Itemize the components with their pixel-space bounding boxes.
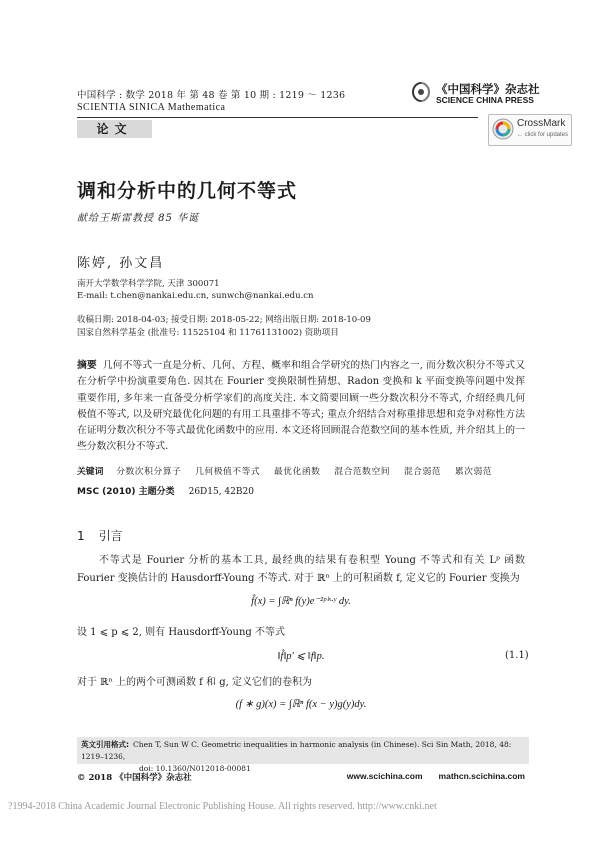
citation-line-2: doi: 10.1360/N012018-00081 xyxy=(139,764,251,773)
received-dates: 收稿日期: 2018-04-03; 接受日期: 2018-05-22; 网络出版日期: 2018-10-09 xyxy=(77,315,371,325)
publisher-name-en: SCIENCE CHINA PRESS xyxy=(436,95,534,105)
email: E-mail: t.chen@nankai.edu.cn, sunwch@nankai.edu.cn xyxy=(77,291,314,301)
dedication: 献给王斯雷教授 85 华诞 xyxy=(77,213,200,224)
footer-url-link[interactable]: www.scichina.com xyxy=(346,771,423,781)
citation-line-1: Chen T, Sun W C. Geometric inequalities in harmonic analysis (in Chinese). Sci Sin Math, 2018, 48: 1219–1236, xyxy=(81,740,512,761)
header-rule xyxy=(77,117,478,118)
equation-number: (1.1) xyxy=(505,650,529,661)
crossmark-badge[interactable] xyxy=(488,114,572,146)
crossmark-subtitle: ← click for updates xyxy=(517,132,569,138)
abstract xyxy=(77,358,525,456)
journal-issue-line: 中国科学 : 数学 2018 年 第 48 卷 第 10 期 : 1219 ～ 1236 xyxy=(77,90,346,101)
crossmark-title: CrossMark xyxy=(517,118,566,129)
section-number: 1 xyxy=(77,529,85,543)
abstract-label: 摘要 xyxy=(77,360,97,371)
citation-label: 英文引用格式: xyxy=(81,740,129,749)
equation-fourier-transform: f̂(x) = ∫ℝⁿ f(y)e⁻²ᵖⁱˣ·ʸ dy. xyxy=(251,596,351,607)
footer-url-link[interactable]: mathcn.scichina.com xyxy=(438,771,525,781)
section-title: 引言 xyxy=(98,529,123,543)
equation-convolution: (f ∗ g)(x) = ∫ℝⁿ f(x − y)g(y)dy. xyxy=(235,699,367,710)
keyword-item: 混合范数空间 xyxy=(334,467,391,477)
crossmark-icon xyxy=(492,118,514,140)
keyword-item: 混合弱范 xyxy=(403,467,442,477)
keyword-item: 最优化函数 xyxy=(273,467,321,477)
abstract-text: 几何不等式一直是分析、几何、方程、概率和组合学研究的热门内容之一, 而分数次积分不等式又在分析学中扮演重要角色. 因其在 Fourier 变换限制性猜想、Radon 变换和 k 平面变换等问题中发挥重要作用, 多年来一直备受分析学家们的高度关注. 本文简要回顾一些分数次积分不等式, 介绍经典几何极值不等式, 以及研究最优化问题的有用工具重排不等式; 重点介绍结合对称重排思想和竞争对称性方法在证明分数次积分不等式最优化函数中的应用. 本文还将回顾混合范数空间的基本性质, 并介绍其上的一些分数次积分不等式. xyxy=(77,360,525,453)
authors: 陈婷, 孙文昌 xyxy=(77,256,165,271)
intro-paragraph-2: 设 1 ⩽ p ⩽ 2, 则有 Hausdorff-Young 不等式 xyxy=(77,627,286,638)
publisher-name-cn: 《中国科学》杂志社 xyxy=(436,82,540,96)
msc-classification xyxy=(77,484,254,497)
keyword-item: 分数次积分算子 xyxy=(116,467,182,477)
keywords xyxy=(77,464,503,477)
publisher-logo-icon xyxy=(410,81,432,103)
keyword-item: 累次弱范 xyxy=(454,467,493,477)
footer-urls xyxy=(331,771,525,781)
keywords-label: 关键词 xyxy=(77,467,104,477)
cnki-copyright: ?1994-2018 China Academic Journal Electronic Publishing House. All rights reserved. http://www.cnki.net xyxy=(8,801,437,812)
citation-box xyxy=(77,737,529,773)
msc-value: 26D15, 42B20 xyxy=(188,487,254,497)
intro-paragraph-3: 对于 ℝⁿ 上的两个可测函数 f 和 g, 定义它们的卷积为 xyxy=(77,677,312,688)
journal-english-name: SCIENTIA SINICA Mathematica xyxy=(77,102,226,113)
article-title: 调和分析中的几何不等式 xyxy=(77,180,298,202)
section-heading xyxy=(77,527,123,544)
affiliation: 南开大学数学科学学院, 天津 300071 xyxy=(77,279,220,289)
section-tag: 论文 xyxy=(77,120,152,138)
funding: 国家自然科学基金 (批准号: 11525104 和 11761131002) 资助项目 xyxy=(77,328,339,338)
equation-hausdorff-young: ‖f̂‖p′ ⩽ ‖f‖p. xyxy=(277,651,325,662)
footer-copyright: © 2018 《中国科学》杂志社 xyxy=(77,773,192,783)
intro-paragraph-1: 不等式是 Fourier 分析的基本工具, 最经典的结果有卷积型 Young 不等式和有关 Lᵖ 函数 Fourier 变换估计的 Hausdorff-Young 不等式. 对于 ℝⁿ 上的可积函数 f, 定义它的 Fourier 变换为 xyxy=(77,555,525,584)
keyword-item: 几何极值不等式 xyxy=(195,467,261,477)
msc-label: MSC (2010) 主题分类 xyxy=(77,487,175,497)
